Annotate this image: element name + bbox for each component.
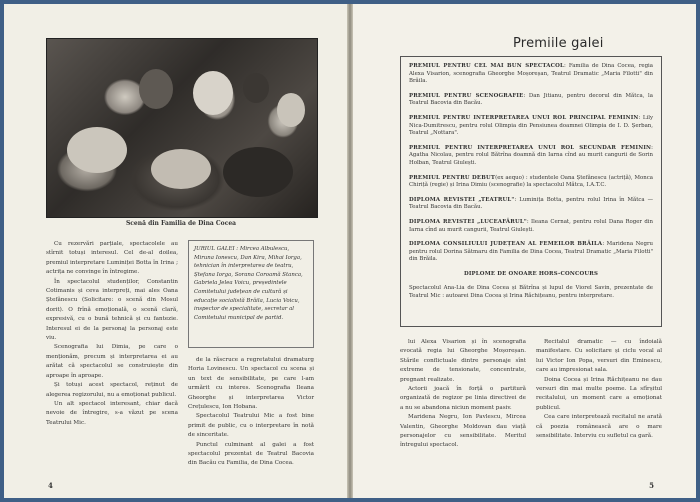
prize-label: DIPLOME DE ONOARE HORS-CONCOURS	[463, 270, 599, 277]
paragraph: de la răscruce a regretatului dramaturg Horia Lovinescu. Un spectacol cu scena și un text de sensibilitate, pe care l-am urmărit cu interes. Scenografia Ileana Gheorghe și interpretarea Victor Crețulescu, Ion Hobana.	[188, 357, 314, 411]
jury-box: JURIUL GALEI : Mircea Albulescu, Miruna Ionescu, Dan Kira, Mihai Iorga, tehnician în interpretarea de teatru, Ștefana Iorga, Sorana Coroamă Stanca, Gabriela Jelea Voicu, președintele Comitetului județean de cultură și educație socialistă Brăila, Lucia Voicu, inspector de specialitate, secretar al Comitetului municipal de partid.	[188, 240, 314, 348]
prize-item	[409, 241, 653, 264]
prize-label: PREMIUL PENTRU CEL MAI BUN SPECTACOL	[409, 63, 565, 69]
prize-label: DIPLOMA REVISTEI „TEATRUL"	[409, 196, 515, 203]
magazine-spread	[4, 4, 696, 498]
prize-label: PREMIUL PENTRU DEBUT	[409, 174, 496, 181]
prize-item	[409, 93, 653, 108]
prize-item	[409, 63, 653, 86]
prize-text: (ex aequo) : studentele Oana Ștefănescu (actriță), Monca Chiriță (regie) și Irina Dimiu (scenografie) la spectacolul Mătca, I.A.T.C.	[409, 174, 653, 189]
left-column-1	[46, 240, 178, 428]
paragraph: Un alt spectacol interesant, chiar dacă nevoie de întregire, s-a văzut pe scena Teatrului Mic.	[46, 400, 178, 426]
right-column-2	[536, 338, 662, 441]
paragraph: Spectacolul Teatrului Mic a fost bine primit de public, cu o interpretare în notă de sinceritate.	[188, 413, 314, 439]
paragraph: Și totuși acest spectacol, reținut de alegerea regizorului, nu a emoționat publicul.	[46, 382, 178, 398]
prize-item	[409, 145, 653, 168]
stage-photo	[46, 38, 318, 218]
paragraph: Actorii joacă în forță o partitură organizată de regizor pe linia directivei de a nu se abandona niciun moment pasiv.	[400, 386, 526, 411]
paragraph: lui Alexa Visarion și în scenografia evocată regia lui Gheorghe Moșoreșan. Stările conflictuale dintre personaje sînt extreme de tensionate, concentrate, pregnant realizate.	[400, 339, 526, 383]
right-page	[353, 4, 696, 498]
paragraph: Cu rezervări parțiale, spectacolele au stîrnit totuși interesul. Cel de-al doilea, premiul interpretare Luminiței Botta în Irina ; actrița ne convinge în întregime.	[46, 241, 178, 276]
prize-item	[409, 285, 653, 300]
page-number: 5	[649, 481, 654, 490]
paragraph: Punctul culminant al galei a fost spectacolul prezentat de Teatrul Bacovia din Bacău cu Familia, de Dina Cocea.	[188, 441, 314, 467]
paragraph: Doina Cocea și Irina Răchițeanu ne dau versuri din mai multe poeme. La sfîrșitul recitalului, un moment care a emoționat publicul.	[536, 376, 662, 411]
prize-text: : Dan Jitianu, pentru decorul din Mătca, la Teatrul Bacovia din Bacău.	[409, 92, 653, 107]
prize-label: PREMIUL PENTRU INTERPRETAREA UNUI ROL SECUNDAR FEMININ	[409, 144, 652, 151]
paragraph: Maridena Negru, Ion Pavlescu, Mircea Valentin, Gheorghe Moldovan dau viață personajelor cu sensibilitate. Meritul întregului spectacol.	[400, 414, 526, 449]
prize-text: : Familia de Dina Cocea, regia Alexa Visarion, scenografia Gheorghe Moșoreșan, Teatrul Dramatic „Maria Filotti" din Brăila.	[409, 63, 653, 85]
prize-label: PREMIUL PENTRU INTERPRETAREA UNUI ROL PRINCIPAL FEMININ	[409, 114, 639, 121]
page-title: Premiile galei	[513, 36, 604, 51]
left-column-2	[188, 356, 314, 469]
prize-text: : Lily Nica-Dumitrescu, pentru rolul Olimpia din Pensiunea doamnei Olimpia de I. D. Șerban, Teatrul „Nottara".	[409, 114, 653, 137]
prize-item	[409, 197, 653, 212]
prizes-box	[400, 56, 662, 327]
prize-text: Spectacolul Ana-Lia de Dina Cocea și Bătrîna și lupul de Viorel Savin, prezentate de Teatrul Mic : autoarei Dina Cocea și Irina Răchițeanu, pentru interpretare.	[409, 285, 653, 300]
prize-label: DIPLOMA CONSILIULUI JUDEȚEAN AL FEMEILOR BRĂILA	[409, 241, 603, 248]
prize-label: PREMIUL PENTRU SCENOGRAFIE	[409, 92, 524, 99]
page-number: 4	[48, 481, 53, 490]
prize-item	[409, 115, 653, 138]
prize-item	[409, 271, 653, 279]
prize-item	[409, 219, 653, 234]
prize-text: : Agatha Nicolau, pentru rolul Bătrîna doamnă din Iarna cînd au murit cangurii de Sorin Holban, Teatrul Giulești.	[409, 144, 653, 166]
photo-caption: Scenă din Familia de Dina Cocea	[125, 220, 237, 227]
prize-label: DIPLOMA REVISTEI „LUCEAFĂRUL"	[409, 218, 527, 225]
prize-text: : Ileana Cernat, pentru rolul Dana Roger din Iarna cînd au murit cangurii, Teatrul Giulești.	[409, 218, 653, 233]
left-page	[4, 4, 347, 498]
prize-text: : Luminița Botta, pentru rolul Irina în Mătca — Teatrul Bacovia din Bacău.	[409, 196, 654, 211]
paragraph: Cea care interpretează recitalul ne arată că poezia românească are o mare sensibilitate. Interviu cu sufletul ca gară.	[536, 414, 662, 440]
paragraph: În spectacolul studenților, Constantin Cotimanis și ceva interpreți, mai ales Oana Ștefănescu (Solicitare: o scenă din Mosul dorit). O frînă emoțională, o scenă clară, expresivă, cu o bună tehnică și cu fantezie. Interesul ei de la personaj la personaj este viu.	[46, 278, 178, 342]
prize-item	[409, 175, 653, 190]
paragraph: Recitalul dramatic — cu îndoială manifestare. Cu solicitare și ciclu vocal al lui Victor Ion Popa, versuri din Eminescu, care au impresionat sala.	[536, 339, 662, 374]
right-column-1	[400, 338, 526, 451]
paragraph: Scenografia lui Dimia, pe care o menționăm, precum și interpretarea ei au arătat că spectacolul se construiește din aproape în aproape.	[46, 344, 178, 379]
prize-text: : Maridena Negru pentru rolul Dorina Sătmaru din Familia de Dina Cocea, Teatrul Dramatic „Maria Filotti" din Brăila.	[409, 241, 653, 263]
